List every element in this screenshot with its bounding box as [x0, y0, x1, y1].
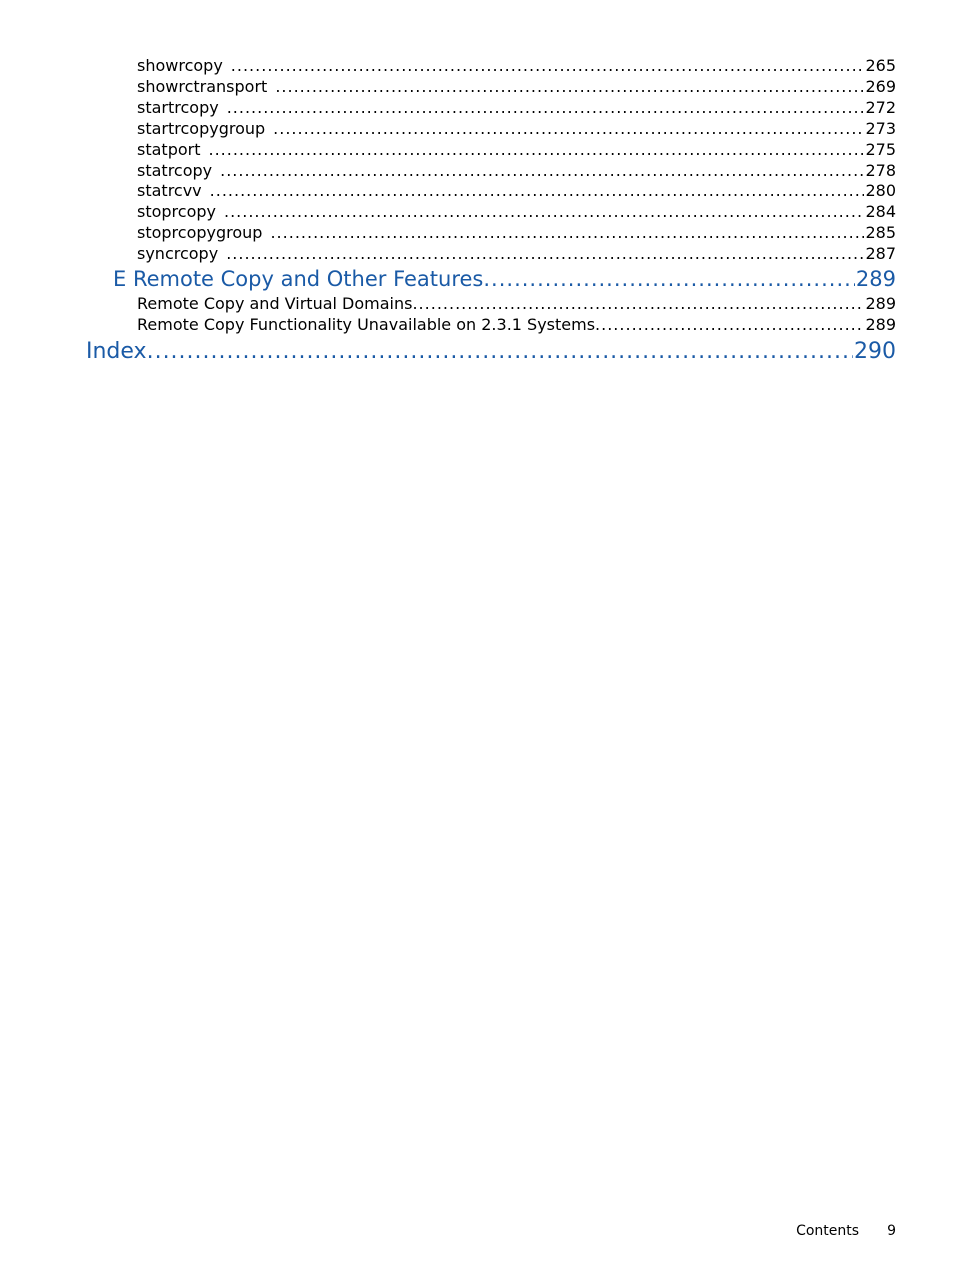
- toc-appendix-e-heading[interactable]: [113, 266, 896, 292]
- toc-entry-remote-copy-functionality-unavailable[interactable]: [137, 315, 896, 335]
- toc-entry-startrcopygroup[interactable]: [137, 119, 896, 139]
- toc-entry-label: showrctransport: [137, 77, 268, 96]
- toc-entry-page: 289: [865, 315, 896, 334]
- toc-entry-page: 269: [865, 77, 896, 96]
- toc-entry-showrctransport[interactable]: [137, 77, 896, 97]
- toc-entry-remote-copy-virtual-domains[interactable]: [137, 294, 896, 314]
- page-footer: [796, 1222, 896, 1240]
- dot-leader: [210, 181, 865, 201]
- toc-entry-page: 287: [865, 244, 896, 263]
- toc-entry-page: 278: [865, 161, 896, 180]
- toc-entry-syncrcopy[interactable]: [137, 244, 896, 264]
- toc-entry-page: 275: [865, 140, 896, 159]
- toc-entry-label: statport: [137, 140, 201, 159]
- toc-entry-page: 285: [865, 223, 896, 242]
- toc-entry-page: 280: [865, 181, 896, 200]
- toc-entry-page: 289: [865, 294, 896, 313]
- dot-leader: [220, 161, 864, 181]
- toc-entry-label: showrcopy: [137, 56, 223, 75]
- toc-entry-page: 284: [865, 202, 896, 221]
- dot-leader: [275, 77, 864, 97]
- toc-entry-label: Index: [86, 339, 147, 364]
- toc-entry-page: 265: [865, 56, 896, 75]
- dot-leader: [208, 140, 864, 160]
- toc-entry-label: statrcvv: [137, 181, 202, 200]
- toc-entry-statrcvv[interactable]: [137, 181, 896, 201]
- dot-leader: [273, 119, 864, 139]
- toc-entry-label: syncrcopy: [137, 244, 219, 263]
- dot-leader: [595, 315, 864, 335]
- dot-leader: [483, 266, 855, 292]
- toc-entry-statport[interactable]: [137, 140, 896, 160]
- toc-entry-label: startrcopy: [137, 98, 219, 117]
- footer-section-label: Contents: [796, 1223, 860, 1239]
- dot-leader: [147, 338, 853, 366]
- toc-entry-page: 289: [855, 267, 896, 291]
- toc-entry-statrcopy[interactable]: [137, 161, 896, 181]
- toc-entry-label: Remote Copy Functionality Unavailable on 2.3.1 Systems: [137, 315, 596, 334]
- toc-entry-page: 272: [865, 98, 896, 117]
- toc-entry-showrcopy[interactable]: [137, 56, 896, 76]
- toc-entry-page: 273: [865, 119, 896, 138]
- toc-entry-label: E Remote Copy and Other Features: [113, 267, 484, 291]
- toc-entry-label: Remote Copy and Virtual Domains: [137, 294, 413, 313]
- toc-entry-stoprcopy[interactable]: [137, 202, 896, 222]
- toc-entry-label: statrcopy: [137, 161, 213, 180]
- toc-entry-label: startrcopygroup: [137, 119, 266, 138]
- dot-leader: [224, 202, 864, 222]
- dot-leader: [227, 98, 865, 118]
- toc-entry-page: 290: [854, 339, 896, 364]
- dot-leader: [270, 223, 864, 243]
- dot-leader: [226, 244, 864, 264]
- toc-entry-startrcopy[interactable]: [137, 98, 896, 118]
- toc-entry-label: stoprcopy: [137, 202, 216, 221]
- toc-entry-label: stoprcopygroup: [137, 223, 263, 242]
- footer-page-number: 9: [887, 1223, 896, 1239]
- toc-index-heading[interactable]: [86, 338, 896, 366]
- toc-entry-stoprcopygroup[interactable]: [137, 223, 896, 243]
- dot-leader: [412, 294, 864, 314]
- dot-leader: [231, 56, 865, 76]
